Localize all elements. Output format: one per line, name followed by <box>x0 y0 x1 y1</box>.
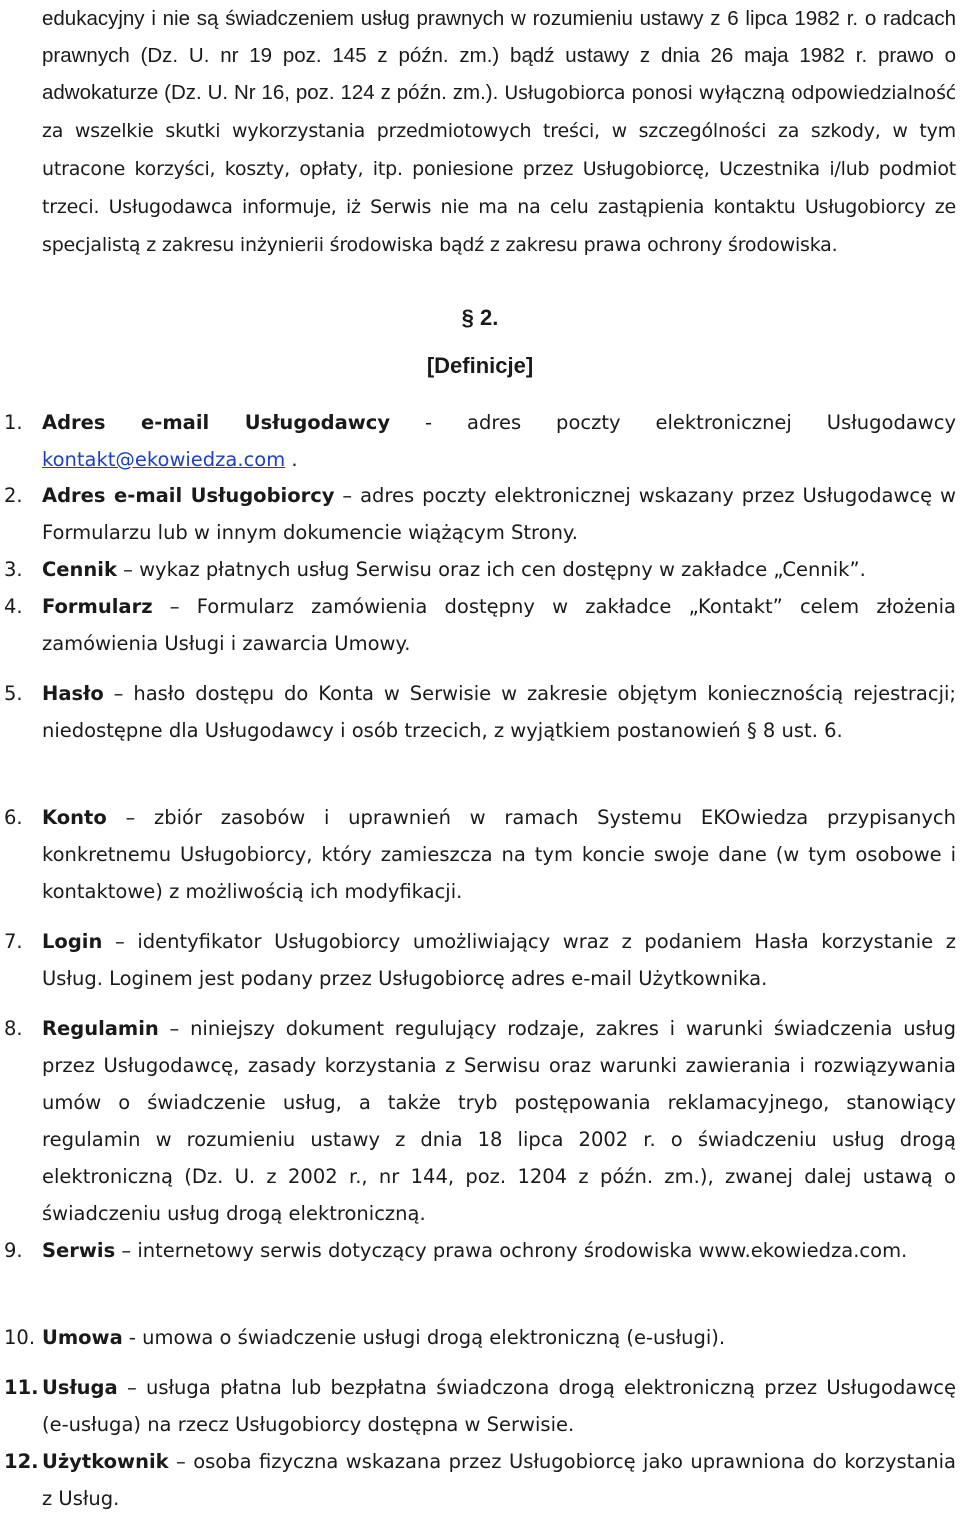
definition-term: Adres e-mail Usługobiorcy <box>42 484 335 507</box>
definition-term: Hasło <box>42 682 104 705</box>
definition-separator: – <box>116 558 140 581</box>
definition-item <box>4 588 956 662</box>
definition-item <box>4 477 956 551</box>
definition-term: Użytkownik <box>42 1450 169 1473</box>
definition-text: usługa płatna lub bezpłatna świadczona drogą elektroniczną przez Usługodawcę (e-usługa) na rzecz Usługobiorcy dostępna w Serwisie. <box>42 1376 956 1436</box>
definition-separator: – <box>158 1017 191 1040</box>
definition-separator: – <box>117 1376 146 1399</box>
definition-separator: – <box>102 930 138 953</box>
definition-number: 4. <box>4 595 23 618</box>
definition-number: 6. <box>4 806 23 829</box>
definition-separator: – <box>152 595 197 618</box>
definition-text: hasło dostępu do Konta w Serwisie w zakresie objętym koniecznością rejestracji; niedostępne dla Usługodawcy i osób trzecich, z wyjątkiem postanowień § 8 ust. 6. <box>42 682 957 742</box>
definition-item <box>4 923 956 997</box>
definition-item <box>4 1010 956 1232</box>
definition-text: internetowy serwis dotyczący prawa ochrony środowiska www.ekowiedza.com. <box>137 1239 908 1262</box>
definition-number: 8. <box>4 1017 23 1040</box>
definition-separator: – <box>334 484 361 507</box>
definition-text: niniejszy dokument regulujący rodzaje, zakres i warunki świadczenia usług przez Usługodawcę, zasady korzystania z Serwisu oraz warunki zawierania i rozwiązywania umów o świadczenie usług, a także tryb postępowania reklamacyjnego, stanowiący regulamin w rozumieniu ustawy z dnia 18 lipca 2002 r. o świadczeniu usług drogą elektroniczną (Dz. U. z 2002 r., nr 144, poz. 1204 z późn. zm.), zwanej dalej ustawą o świadczeniu usług drogą elektroniczną. <box>42 1017 956 1225</box>
definition-separator: – <box>168 1450 194 1473</box>
intro-text-part1: edukacyjny i nie są świadczeniem usług prawnych w rozumieniu ustawy z 6 lipca 1982 r. o radcach prawnych (Dz. U. nr 19 poz. 145 z późn. zm.) bądź ustawy z dnia 26 maja 1982 r. prawo o adwokaturze (Dz. U. Nr 16, poz. 124 z późn. zm.). <box>42 7 956 104</box>
definition-term: Umowa <box>42 1326 123 1349</box>
definition-term: Login <box>42 930 103 953</box>
definition-item <box>4 1443 956 1517</box>
definition-after: . <box>285 448 298 471</box>
definition-term: Regulamin <box>42 1017 159 1040</box>
definition-text: umowa o świadczenie usługi drogą elektroniczną (e-usługi). <box>142 1326 726 1349</box>
definition-number: 9. <box>4 1239 23 1262</box>
definition-separator: - <box>390 411 468 434</box>
definition-term: Konto <box>42 806 107 829</box>
definition-number: 5. <box>4 682 23 705</box>
definition-number: 10. <box>4 1326 36 1349</box>
definition-separator: – <box>115 1239 138 1262</box>
definition-item <box>4 675 957 749</box>
definition-separator: - <box>122 1326 143 1349</box>
definition-text: zbiór zasobów i uprawnień w ramach Systemu EKOwiedza przypisanych konkretnemu Usługobiorcy, który zamieszcza na tym koncie swoje dane (w tym osobowe i kontaktowe) z możliwością ich modyfikacji. <box>42 806 956 903</box>
definition-number: 1. <box>4 411 23 434</box>
section-number: § 2. <box>461 305 499 330</box>
email-link[interactable]: kontakt@ekowiedza.com <box>42 448 286 471</box>
definition-text: wykaz płatnych usług Serwisu oraz ich cen dostępny w zakładce „Cennik”. <box>139 558 866 581</box>
intro-text-part2: Usługobiorca ponosi wyłączną odpowiedzialność za wszelkie skutki wykorzystania przedmiotowych treści, w szczególności za szkody, w tym utracone korzyści, koszty, opłaty, itp. poniesione przez Usługobiorcę, Uczestnika i/lub podmiot trzeci. Usługodawca informuje, iż Serwis nie ma na celu zastąpienia kontaktu Usługobiorcy ze specjalistą z zakresu inżynierii środowiska bądź z zakresu prawa ochrony środowiska. <box>42 82 957 256</box>
definition-item <box>4 1232 956 1269</box>
definition-item <box>4 1319 956 1356</box>
definition-number: 11. <box>4 1376 39 1399</box>
definition-text: identyfikator Usługobiorcy umożliwiający wraz z podaniem Hasła korzystanie z Usług. Loginem jest podany przez Usługobiorcę adres e-mail Użytkownika. <box>42 930 956 990</box>
definition-number: 12. <box>4 1450 39 1473</box>
intro-paragraph <box>42 0 956 264</box>
definition-separator: – <box>103 682 134 705</box>
definition-item <box>4 404 956 478</box>
definition-text: adres poczty elektronicznej wskazany przez Usługodawcę w Formularzu lub w innym dokumencie wiążącym Strony. <box>42 484 956 544</box>
definition-text: adres poczty elektronicznej Usługodawcy <box>467 411 956 434</box>
definition-term: Formularz <box>42 595 153 618</box>
definition-number: 7. <box>4 930 23 953</box>
section-title: [Definicje] <box>426 353 534 378</box>
definition-term: Serwis <box>42 1239 116 1262</box>
definition-text: osoba fizyczna wskazana przez Usługobiorcę jako uprawniona do korzystania z Usług. <box>42 1450 956 1510</box>
definition-term: Cennik <box>42 558 117 581</box>
definition-item <box>4 1369 956 1443</box>
definition-text: Formularz zamówienia dostępny w zakładce „Kontakt” celem złożenia zamówienia Usługi i zawarcia Umowy. <box>42 595 956 655</box>
definition-term: Usługa <box>42 1376 118 1399</box>
definition-item <box>4 799 956 910</box>
definition-separator: – <box>106 806 154 829</box>
definition-item <box>4 551 956 588</box>
definition-term: Adres e-mail Usługodawcy <box>42 411 391 434</box>
definition-number: 3. <box>4 558 23 581</box>
definition-number: 2. <box>4 484 23 507</box>
